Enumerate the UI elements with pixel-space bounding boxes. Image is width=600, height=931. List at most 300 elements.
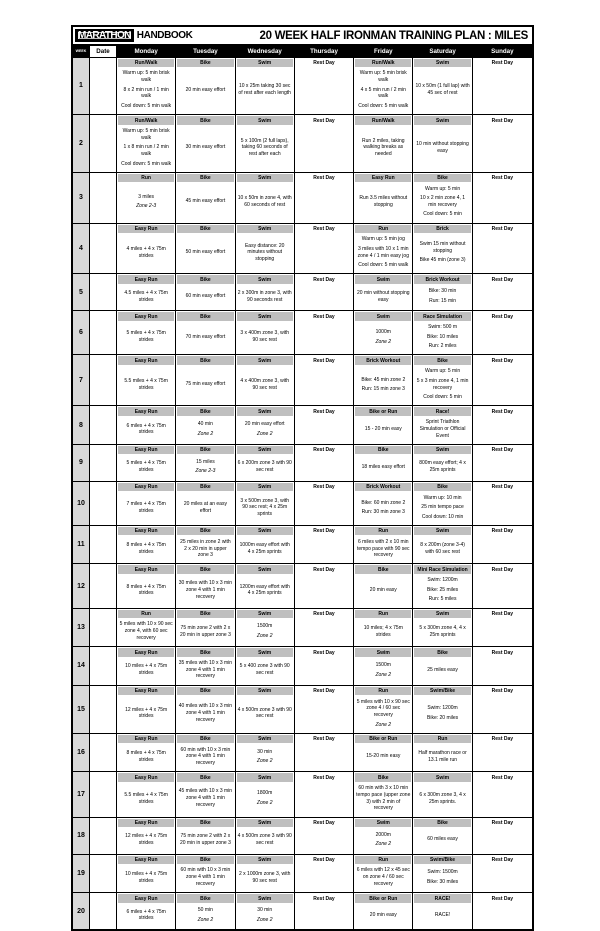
workout-detail [176, 67, 234, 114]
column-header-thursday: Thursday [295, 46, 354, 57]
workout-cell [117, 526, 176, 564]
workout-cell [117, 855, 176, 893]
workout-type-label: Swim [237, 59, 293, 68]
date-cell [90, 482, 117, 525]
workout-type-label: Bike [177, 819, 233, 828]
workout-detail [176, 782, 234, 817]
workout-cell [413, 526, 472, 564]
column-header-row [73, 46, 532, 57]
workout-type-label: Rest Day [491, 484, 514, 491]
workout-type-label: Easy Run [118, 483, 174, 492]
workout-type-label: Rest Day [313, 484, 335, 491]
rest-day-cell [295, 893, 354, 929]
workout-type-label: Rest Day [313, 611, 335, 618]
workout-detail [176, 827, 234, 854]
rest-day-cell [295, 224, 354, 274]
workout-detail [354, 182, 412, 222]
workout-detail [176, 365, 234, 405]
workout-detail [117, 67, 175, 114]
workout-cell [236, 564, 295, 607]
workout-cell [117, 58, 176, 115]
workout-detail [354, 233, 412, 273]
workout-cell [236, 818, 295, 854]
workout-line: 4 x 500m zone 3 with 90 sec rest [237, 706, 292, 720]
workout-type-label: Swim [414, 59, 470, 68]
workout-detail [176, 125, 234, 172]
brand-handbook-wordmark: HANDBOOK [136, 30, 193, 41]
workout-cell [117, 686, 176, 733]
week-number: 2 [73, 115, 90, 172]
date-cell [90, 406, 117, 444]
workout-detail [236, 454, 294, 481]
workout-line: Zone 2-3 [195, 468, 216, 475]
date-cell [90, 609, 117, 647]
week-row [73, 172, 532, 223]
workout-type-label: Swim [355, 312, 411, 321]
workout-cell [236, 115, 295, 172]
workout-line: 20 min without stopping easy [357, 289, 410, 303]
workout-line: 4 x 400m zone 3, with 90 sec rest [240, 377, 290, 391]
workout-type-label: Easy Run [118, 735, 174, 744]
workout-cell [413, 482, 472, 525]
workout-type-label: Swim [237, 856, 293, 865]
workout-detail [117, 657, 175, 685]
workout-cell [413, 818, 472, 854]
workout-type-label: Swim [237, 687, 293, 696]
workout-cell [176, 734, 235, 772]
workout-cell [236, 647, 295, 685]
workout-cell [176, 445, 235, 481]
workout-detail [176, 491, 234, 525]
workout-type-label: Rest Day [313, 857, 335, 863]
workout-type-label: Rest Day [313, 820, 335, 826]
workout-line: 75 min zone 2 with 2 x 20 min in upper zone 3 [179, 624, 231, 638]
workout-type-label: Rest Day [313, 895, 335, 902]
workout-line: 30 miles with 10 x 3 min zone 4 with 1 min recovery [178, 580, 233, 600]
workout-line: 4.5 miles + 4 x 75m strides [124, 289, 168, 303]
workout-line: Cool down: 5 min walk [121, 102, 172, 109]
workout-line: Bike: 25 miles [427, 586, 459, 593]
workout-line: 35 miles with 10 x 3 min zone 4 with 1 min recovery [178, 659, 233, 680]
week-number: 12 [73, 564, 90, 607]
workout-cell [413, 115, 472, 172]
workout-line: 1800m [257, 790, 273, 797]
workout-type-label: Swim [237, 275, 293, 284]
rest-day-cell [473, 445, 532, 481]
workout-type-label: Rest Day [313, 276, 335, 283]
workout-line: Warm up: 5 min [425, 185, 461, 192]
week-number: 1 [73, 58, 90, 115]
week-number: 7 [73, 355, 90, 405]
workout-type-label: Race Simulation [414, 312, 470, 321]
workout-line: 8 x 2 min run / 1 min walk [123, 86, 169, 100]
workout-line: 5.5 miles + 4 x 75m strides [124, 791, 168, 805]
workout-line: Cool down: 10 min [421, 513, 464, 520]
workout-detail [176, 618, 234, 646]
workout-detail [176, 233, 234, 273]
workout-cell [236, 274, 295, 310]
workout-detail [236, 365, 294, 405]
workout-type-label: Swim [355, 648, 411, 657]
workout-detail [176, 535, 234, 563]
workout-type-label: Swim [237, 819, 293, 828]
workout-cell [413, 686, 472, 733]
workout-type-label: Swim [414, 116, 470, 125]
workout-type-label: Swim [237, 527, 293, 536]
workout-type-label: Rest Day [491, 276, 514, 283]
rest-day-cell [473, 647, 532, 685]
rest-day-cell [473, 686, 532, 733]
week-number: 17 [73, 772, 90, 816]
workout-type-label: Run [118, 610, 174, 619]
workout-cell [354, 224, 413, 274]
workout-line: 70 min easy effort [185, 333, 226, 340]
workout-cell [354, 58, 413, 115]
workout-cell [117, 173, 176, 223]
workout-detail [176, 454, 234, 481]
workout-type-label: Rest Day [491, 175, 514, 182]
workout-line: Warm up: 5 min [425, 368, 461, 375]
workout-type-label: Run/Walk [355, 116, 411, 125]
workout-line: Run: 15 min [429, 298, 457, 305]
workout-type-label: Bike [414, 819, 470, 828]
workout-cell [176, 58, 235, 115]
workout-detail [354, 535, 412, 563]
workout-line: 20 miles at an easy effort [183, 500, 227, 514]
workout-type-label: Rest Day [491, 566, 514, 573]
workout-type-label: Rest Day [491, 60, 514, 66]
brand-logo [75, 29, 192, 42]
date-cell [90, 173, 117, 223]
workout-line: 5 x 3 min zone 4, 1 min recovery [416, 377, 469, 391]
workout-cell [236, 406, 295, 444]
date-cell [90, 564, 117, 607]
workout-type-label: Swim/Bike [414, 687, 470, 696]
week-row [73, 310, 532, 354]
rest-day-cell [295, 772, 354, 816]
workout-line: 1 x 8 min run / 2 min walk [123, 144, 169, 158]
workout-type-label: Bike [177, 894, 233, 903]
workout-cell [176, 311, 235, 354]
workout-type-label: Swim [237, 894, 293, 903]
rest-day-cell [295, 818, 354, 854]
workout-type-label: Rest Day [313, 313, 335, 320]
workout-line: 45 miles with 10 x 3 min zone 4 with 1 min recovery [178, 788, 233, 808]
workout-type-label: Rest Day [491, 649, 514, 656]
workout-line: 15 miles [196, 458, 215, 465]
week-row [73, 854, 532, 893]
workout-line: Bike: 20 miles [427, 714, 459, 721]
workout-line: Swim: 1200m [427, 705, 458, 712]
workout-type-label: Swim [237, 174, 293, 183]
rest-day-cell [295, 274, 354, 310]
week-row [73, 57, 532, 115]
workout-cell [117, 224, 176, 274]
workout-cell [354, 355, 413, 405]
workout-cell [236, 355, 295, 405]
week-number: 20 [73, 893, 90, 929]
workout-detail [354, 657, 412, 685]
workout-detail [413, 618, 471, 646]
workout-detail [236, 695, 294, 733]
workout-type-label: Bike [355, 565, 411, 574]
date-cell [90, 311, 117, 354]
workout-cell [176, 647, 235, 685]
workout-type-label: Run/Walk [118, 116, 174, 125]
workout-detail [236, 903, 294, 930]
week-row [73, 405, 532, 444]
workout-detail [413, 695, 471, 733]
date-cell [90, 818, 117, 854]
workout-detail [354, 284, 412, 311]
workout-cell [354, 274, 413, 310]
workout-cell [236, 482, 295, 525]
workout-cell [176, 224, 235, 274]
workout-cell [176, 564, 235, 607]
workout-type-label: Easy Run [118, 527, 174, 536]
workout-line: 10 miles + 4 x 75m strides [125, 663, 168, 677]
workout-detail [413, 416, 471, 444]
workout-type-label: Bike [177, 275, 233, 284]
rest-day-cell [295, 355, 354, 405]
workout-cell [413, 224, 472, 274]
workout-type-label: Bike [414, 356, 470, 365]
workout-type-label: Swim [237, 446, 293, 455]
column-header-wednesday: Wednesday [236, 46, 295, 57]
workout-type-label: Easy Run [118, 446, 174, 455]
week-row [73, 892, 532, 929]
workout-type-label: Swim [237, 312, 293, 321]
workout-detail [117, 782, 175, 817]
week-row [73, 354, 532, 405]
workout-detail [236, 618, 294, 646]
column-header-tuesday: Tuesday [176, 46, 235, 57]
workout-line: Bike: 30 min [428, 288, 457, 295]
workout-detail [236, 416, 294, 444]
workout-line: Zone 2 [256, 632, 273, 639]
workout-line: 12 miles + 4 x 75m strides [125, 833, 168, 846]
workout-type-label: Rest Day [313, 357, 335, 364]
workout-type-label: Swim [237, 648, 293, 657]
week-row [73, 273, 532, 310]
workout-cell [236, 526, 295, 564]
rest-day-cell [473, 173, 532, 223]
workout-line: 2 x 1000m zone 3, with 90 sec rest [238, 870, 291, 884]
rest-day-cell [473, 311, 532, 354]
workout-detail [117, 695, 175, 733]
workout-cell [176, 772, 235, 816]
workout-line: 5 miles + 4 x 75m strides [126, 460, 166, 474]
week-row [73, 685, 532, 733]
week-number: 6 [73, 311, 90, 354]
workout-type-label: Run [355, 856, 411, 865]
workout-line: Run 3.5 miles without stopping [359, 195, 408, 208]
workout-line: 2 x 300m in zone 3, with 90 seconds rest [237, 289, 292, 303]
workout-cell [176, 893, 235, 929]
workout-detail [413, 182, 471, 222]
week-number: 10 [73, 482, 90, 525]
workout-type-label: Easy Run [118, 407, 174, 416]
workout-type-label: Easy Run [118, 356, 174, 365]
workout-cell [117, 311, 176, 354]
workout-type-label: Rest Day [491, 611, 514, 618]
workout-line: Warm up: 5 min brisk walk [122, 70, 170, 84]
workout-type-label: Bike [177, 174, 233, 183]
workout-detail [117, 903, 175, 930]
workout-detail [117, 233, 175, 273]
workout-line: 2000m [375, 831, 391, 838]
rest-day-cell [473, 115, 532, 172]
workout-cell [413, 58, 472, 115]
workout-type-label: Bike [177, 116, 233, 125]
workout-cell [236, 445, 295, 481]
workout-detail [236, 284, 294, 311]
rest-day-cell [473, 734, 532, 772]
week-number: 14 [73, 647, 90, 685]
week-number: 8 [73, 406, 90, 444]
workout-line: 60 min with 10 x 3 min zone 4 with 1 min recovery [180, 867, 231, 887]
workout-detail [236, 657, 294, 685]
workout-detail [176, 416, 234, 444]
workout-type-label: Bike [177, 356, 233, 365]
rest-day-cell [295, 311, 354, 354]
workout-cell [354, 734, 413, 772]
workout-line: 800m easy effort; 4 x 25m sprints [419, 460, 466, 474]
rest-day-cell [295, 609, 354, 647]
week-row [73, 481, 532, 525]
workout-line: 10 min without stopping easy [416, 140, 469, 154]
workout-cell [354, 818, 413, 854]
date-cell [90, 445, 117, 481]
workout-detail [236, 233, 294, 273]
workout-detail [176, 284, 234, 311]
workout-line: 1500m [257, 623, 273, 630]
rest-day-cell [473, 58, 532, 115]
workout-detail [354, 782, 412, 817]
workout-cell [413, 274, 472, 310]
workout-detail [413, 827, 471, 854]
workout-cell [354, 173, 413, 223]
workout-cell [176, 406, 235, 444]
workout-cell [117, 115, 176, 172]
date-cell [90, 224, 117, 274]
workout-line: 8 miles + 4 x 75m strides [126, 583, 166, 597]
workout-line: Zone 2 [375, 841, 392, 848]
workout-type-label: Rest Day [491, 895, 514, 902]
workout-type-label: Swim [414, 527, 470, 536]
workout-line: 12 miles + 4 x 75m strides [125, 706, 168, 720]
workout-type-label: Run/Walk [355, 59, 411, 68]
workout-line: 3 x 500m zone 3, with 90 sec rest; 4 x 25m sprints [240, 497, 290, 518]
week-number: 15 [73, 686, 90, 733]
workout-cell [413, 355, 472, 405]
workout-line: 4 miles + 4 x 75m strides [126, 245, 166, 259]
workout-cell [117, 355, 176, 405]
rest-day-cell [295, 482, 354, 525]
workout-detail [413, 782, 471, 817]
rest-day-cell [473, 482, 532, 525]
workout-detail [176, 182, 234, 222]
workout-type-label: Rest Day [313, 117, 335, 124]
workout-cell [354, 893, 413, 929]
workout-type-label: Rest Day [491, 688, 514, 695]
workout-detail [354, 416, 412, 444]
workout-detail [413, 535, 471, 563]
workout-line: 6 miles with 2 x 10 min tempo pace with 90 sec recovery [357, 538, 410, 559]
workout-line: Swim: 1500m [427, 869, 458, 876]
workout-cell [176, 355, 235, 405]
workout-line: Half marathon race or 13.1 mile run [418, 749, 467, 763]
workout-type-label: Rest Day [313, 528, 335, 535]
date-cell [90, 115, 117, 172]
workout-detail [413, 365, 471, 405]
workout-type-label: Rest Day [313, 649, 335, 656]
workout-type-label: Rest Day [313, 226, 335, 233]
workout-line: Swim 15 min without stopping [419, 241, 466, 254]
workout-detail [117, 182, 175, 222]
workout-line: Cool down: 5 min walk [358, 262, 409, 269]
workout-line: 8 miles + 4 x 75m strides [126, 542, 166, 555]
workout-detail [117, 574, 175, 608]
workout-detail [354, 618, 412, 646]
workout-type-label: Bike or Run [355, 894, 411, 903]
workout-type-label: Easy Run [118, 225, 174, 234]
date-cell [90, 686, 117, 733]
workout-detail [413, 491, 471, 525]
workout-cell [176, 115, 235, 172]
rest-day-cell [473, 609, 532, 647]
workout-line: RACE! [434, 911, 451, 918]
workout-line: Run: 15 min zone 3 [361, 386, 405, 393]
workout-cell [354, 406, 413, 444]
date-cell [90, 355, 117, 405]
workout-detail [236, 864, 294, 892]
workout-line: 5 miles with 10 x 90 sec zone 4 / 60 sec recovery [356, 698, 410, 719]
workout-line: Zone 2 [256, 430, 273, 437]
workout-line: Run: 2 miles [428, 343, 457, 350]
rest-day-cell [473, 564, 532, 607]
workout-line: Zone 2 [197, 916, 214, 923]
workout-detail [117, 321, 175, 355]
workout-line: 30 min easy effort [185, 144, 226, 151]
rest-day-cell [295, 406, 354, 444]
rest-day-cell [473, 355, 532, 405]
workout-cell [176, 855, 235, 893]
workout-detail [117, 864, 175, 892]
rest-day-cell [295, 173, 354, 223]
workout-type-label: Bike [177, 610, 233, 619]
workout-detail [413, 284, 471, 311]
workout-type-label: Bike [177, 225, 233, 234]
workout-line: 25 miles easy [427, 666, 458, 673]
workout-cell [117, 482, 176, 525]
workout-cell [117, 734, 176, 772]
workout-line: 10 x 2 min zone 4, 1 min recovery [420, 195, 466, 208]
workout-type-label: Easy Run [355, 174, 411, 183]
workout-type-label: Swim/Bike [414, 856, 470, 865]
workout-type-label: Bike [414, 174, 470, 183]
workout-type-label: Swim [237, 407, 293, 416]
workout-type-label: Brick [414, 225, 470, 234]
workout-cell [236, 58, 295, 115]
rest-day-cell [295, 526, 354, 564]
workout-detail [117, 743, 175, 771]
workout-line: 30 min [257, 907, 273, 914]
workout-cell [117, 564, 176, 607]
workout-detail [236, 827, 294, 854]
workout-type-label: Rest Day [313, 60, 335, 66]
workout-type-label: Rest Day [313, 566, 335, 573]
